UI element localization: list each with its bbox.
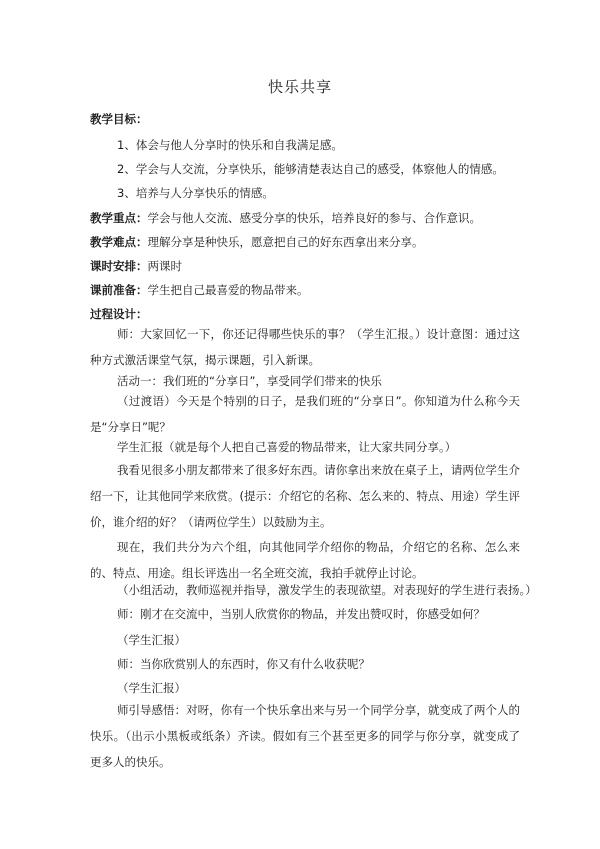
process-paragraph: 师：刚才在交流中，当别人欣赏你的物品，并发出赞叹时，你感受如何？	[117, 607, 485, 621]
difficulties	[90, 235, 424, 249]
schedule	[90, 259, 182, 273]
process-paragraph: 活动一：我们班的“分享日”，享受同学们带来的快乐	[117, 374, 382, 388]
difficulties-text: 理解分享是种快乐，愿意把自己的好东西拿出来分享。	[147, 235, 424, 249]
process-paragraph: （学生汇报）	[117, 633, 186, 647]
key-points	[90, 211, 481, 225]
process-paragraph: 学生汇报（就是每个人把自己喜爱的物品带来，让大家共同分享。）	[117, 440, 457, 454]
preparation-label: 课前准备：	[90, 283, 148, 297]
schedule-text: 两课时	[147, 259, 182, 273]
process-heading: 过程设计：	[90, 307, 148, 321]
process-paragraph: 我看见很多小朋友都带来了很多好东西。请你拿出来放在桌子上，请两位学生介绍一下，让其他同学来欣赏。(提示：介绍它的名称、怎么来的、特点、用途）学生评价，谁介绍的好？（请两位学生）以鼓励为主。	[90, 463, 520, 529]
page-title: 快乐共享	[267, 78, 332, 96]
preparation-text: 学生把自己最喜爱的物品带来。	[147, 283, 309, 297]
objectives-heading: 教学目标：	[90, 112, 148, 126]
process-paragraph: 师引导感悟：对呀，你有一个快乐拿出来与另一个同学分享，就变成了两个人的快乐。（出示小黑板或纸条）齐读。假如有三个甚至更多的同学与你分享，就变成了更多人的快乐。	[90, 703, 520, 769]
objective-item: 1、体会与他人分享时的快乐和自我满足感。	[117, 138, 343, 152]
schedule-label: 课时安排：	[90, 259, 148, 273]
process-paragraph: （过渡语）今天是个特别的日子，是我们班的“分享日”。你知道为什么称今天是“分享日”呢？	[90, 394, 520, 434]
key-points-text: 学会与他人交流、感受分享的快乐，培养良好的参与、合作意识。	[147, 211, 481, 225]
difficulties-label: 教学难点：	[90, 235, 148, 249]
objective-item: 3、培养与人分享快乐的情感。	[117, 186, 274, 200]
key-points-label: 教学重点：	[90, 211, 148, 225]
process-paragraph: 师：当你欣赏别人的东西时，你又有什么收获呢？	[117, 657, 370, 671]
process-paragraph: （小组活动，教师巡视并指导，激发学生的表现欲望。对表现好的学生进行表扬。）	[117, 583, 537, 597]
objective-item: 2、学会与人交流，分享快乐，能够清楚表达自己的感受，体察他人的情感。	[117, 162, 504, 176]
process-paragraph: 现在，我们共分为六个组，向其他同学介绍你的物品，介绍它的名称、怎么来的、特点、用途。组长评选出一名全班交流，我拍手就停止讨论。	[90, 540, 520, 580]
process-paragraph: 师：大家回忆一下，你还记得哪些快乐的事？（学生汇报。）设计意图：通过这种方式激活课堂气氛，揭示课题，引入新课。	[90, 327, 520, 367]
process-paragraph: （学生汇报）	[117, 681, 186, 695]
preparation	[90, 283, 309, 297]
